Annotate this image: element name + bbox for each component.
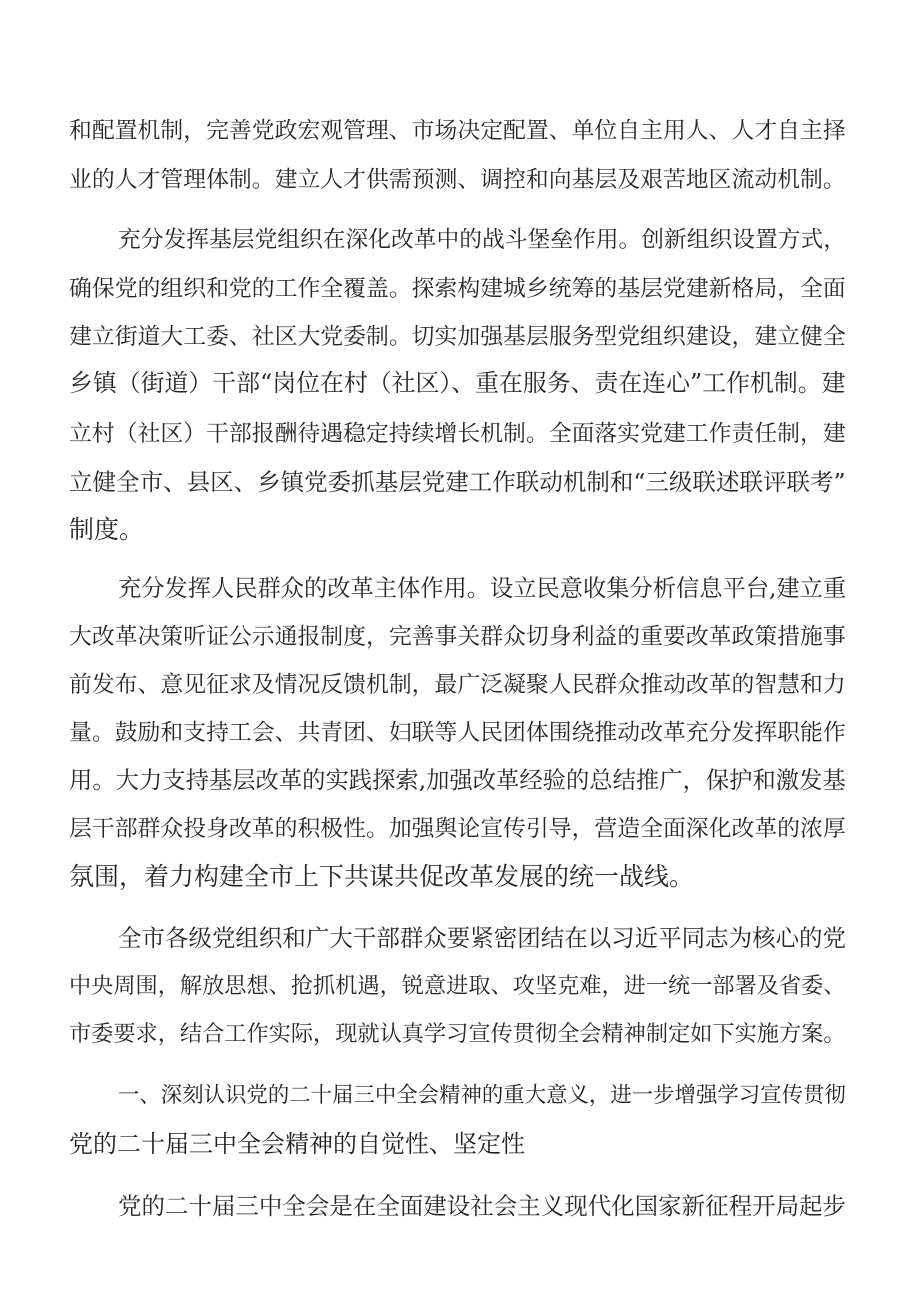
text-line: 业的人才管理体制。建立人才供需预测、调控和向基层及艰苦地区流动机制。 <box>69 167 846 193</box>
paragraph-3 <box>0 761 920 801</box>
paragraph-4 <box>0 918 920 958</box>
paragraph-1 <box>0 111 920 151</box>
heading-line: 党的二十届三中全会精神的自觉性、坚定性 <box>69 1130 525 1158</box>
paragraph-3 <box>0 665 920 705</box>
text-line: 大改革决策听证公示通报制度，完善事关群众切身利益的重要改革政策措施事 <box>69 624 846 650</box>
paragraph-2 <box>0 269 920 309</box>
text-line: 充分发挥人民群众的改革主体作用。设立民意收集分析信息平台,建立重 <box>118 575 847 602</box>
text-line: 立村（社区）干部报酬待遇稳定持续增长机制。全面落实党建工作责任制，建 <box>69 421 846 447</box>
text-line: 用。大力支持基层改革的实践探索,加强改革经验的总结推广，保护和激发基 <box>69 767 846 794</box>
paragraph-2 <box>0 363 920 403</box>
text-line: 确保党的组织和党的工作全覆盖。探索构建城乡统筹的基层党建新格局，全面 <box>69 276 846 302</box>
paragraph-2 <box>0 317 920 357</box>
paragraph-3 <box>0 569 920 609</box>
text-line: 党的二十届三中全会是在全面建设社会主义现代化国家新征程开局起步 <box>118 1192 847 1220</box>
paragraph-2 <box>0 462 920 502</box>
text-line: 量。鼓励和支持工会、共青团、妇联等人民团体围绕推动改革充分发挥职能作 <box>69 720 846 746</box>
text-line: 前发布、意见征求及情况反馈机制，最广泛凝聚人民群众推动改革的智慧和力 <box>69 672 846 698</box>
paragraph-2 <box>0 414 920 454</box>
paragraph-2 <box>0 220 920 260</box>
text-line: 建立街道大工委、社区大党委制。切实加强基层服务型党组织建设，建立健全 <box>69 324 846 350</box>
paragraph-4 <box>0 966 920 1006</box>
paragraph-4 <box>0 1014 920 1054</box>
paragraph-3 <box>0 809 920 849</box>
text-line: 中央周围，解放思想、抢抓机遇，锐意进取、攻坚克难，进一统一部署及省委、 <box>69 973 846 999</box>
heading-line: 一、深刻认识党的二十届三中全会精神的重大意义，进一步增强学习宣传贯彻 <box>118 1083 846 1108</box>
text-line: 和配置机制，完善党政宏观管理、市场决定配置、单位自主用人、人才自主择 <box>69 118 846 144</box>
paragraph-3 <box>0 713 920 753</box>
section-heading <box>0 1076 920 1116</box>
paragraph-2 <box>0 510 920 550</box>
paragraph-3 <box>0 857 920 897</box>
paragraph-1 <box>0 160 920 200</box>
text-line: 层干部群众投身改革的积极性。加强舆论宣传引导，营造全面深化改革的浓厚 <box>69 816 846 842</box>
text-line: 氛围，着力构建全市上下共谋共促改革发展的统一战线。 <box>69 862 695 891</box>
text-line: 制度。 <box>69 515 145 544</box>
paragraph-3 <box>0 617 920 657</box>
text-line: 乡镇（街道）干部“岗位在村（社区）、重在服务、责在连心”工作机制。建 <box>69 369 846 397</box>
section-heading <box>0 1124 920 1164</box>
paragraph-6 <box>0 1186 920 1226</box>
text-line: 立健全市、县区、乡镇党委抓基层党建工作联动机制和“三级联述联评联考” <box>69 468 846 496</box>
text-line: 充分发挥基层党组织在深化改革中的战斗堡垒作用。创新组织设置方式， <box>118 227 846 253</box>
text-line: 全市各级党组织和广大干部群众要紧密团结在以习近平同志为核心的党 <box>118 924 847 952</box>
text-line: 市委要求，结合工作实际，现就认真学习宣传贯彻全会精神制定如下实施方案。 <box>69 1021 846 1047</box>
